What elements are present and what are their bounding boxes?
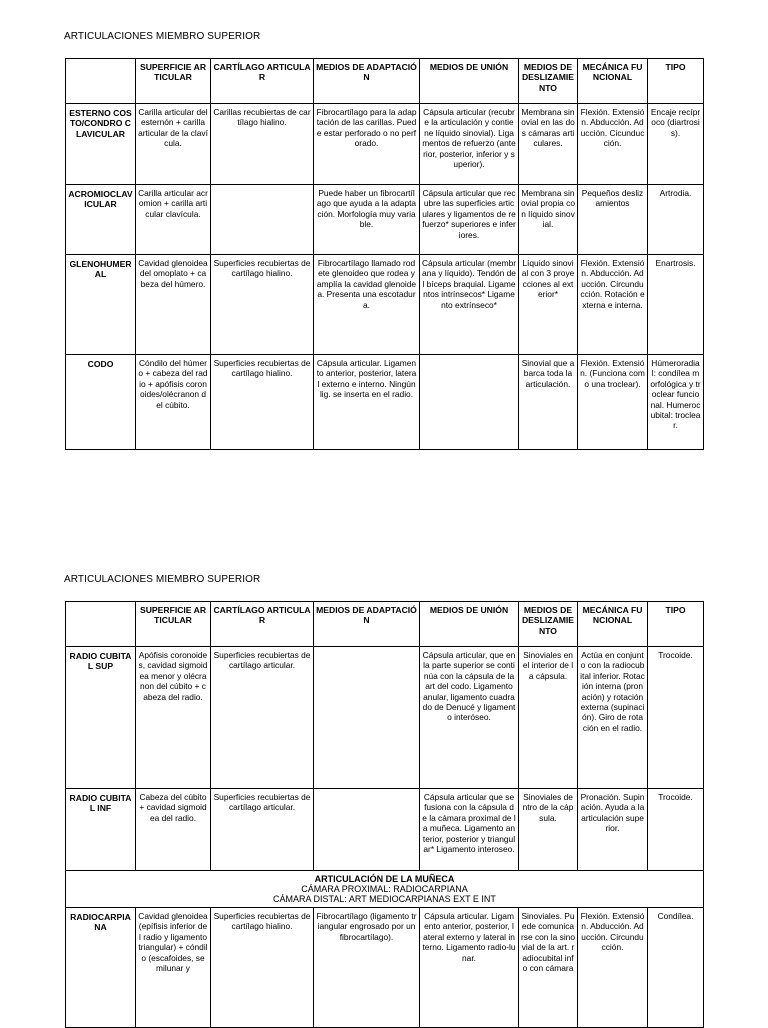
table-cell: Trocoide. <box>648 789 704 871</box>
table-cell: Sinoviales dentro de la cápsula. <box>519 789 578 871</box>
table-cell: Cabeza del cúbito + cavidad sigmoidea del radio. <box>136 789 211 871</box>
header-cell: MEDIOS DE DESLIZAMIENTO <box>519 602 578 647</box>
table-cell: Puede haber un fibrocartílago que ayuda a la adaptación. Morfología muy variable. <box>314 185 420 255</box>
table-cell: Superficies recubiertas de cartílago articular. <box>211 647 314 789</box>
table-cell: Cápsula articular (membrana y líquido). Tendón del bíceps braquial. Ligamentos intrínsecos* Ligamento extrínseco* <box>420 255 519 355</box>
table-cell: Sinoviales en el interior de la cápsula. <box>519 647 578 789</box>
table-cell <box>314 647 420 789</box>
table-row <box>66 908 704 1028</box>
table-cell: Flexión. Extensión. Abducción. Aducción. Circunducción. <box>578 908 648 1028</box>
table-row <box>66 789 704 871</box>
header-cell: MEDIOS DE UNIÓN <box>420 602 519 647</box>
table-cell: Superficies recubiertas de cartílago hialino. <box>211 908 314 1028</box>
table-row <box>66 355 704 450</box>
table-cell: Superficies recubiertas de cartílago hialino. <box>211 255 314 355</box>
header-cell: MEDIOS DE ADAPTACIÓN <box>314 59 420 104</box>
table-cell: Artrodia. <box>648 185 704 255</box>
table-cell: Flexión. Extensión. (Funciona como una troclear). <box>578 355 648 450</box>
joint-name: RADIO CUBITAL SUP <box>66 647 136 789</box>
table-cell: Fibrocartílago (ligamento triangular engrosado por un fibrocartílago). <box>314 908 420 1028</box>
table-cell: Actúa en conjunto con la radiocubital inferior. Rotación interna (pronación) y rotación externa (supinación). Giro de rotación en el radio. <box>578 647 648 789</box>
joint-name: RADIO CUBITAL INF <box>66 789 136 871</box>
table-cell: Encaje recíproco (diartrosis). <box>648 104 704 185</box>
banner-line: CÁMARA DISTAL: ART MEDIOCARPIANAS EXT E INT <box>273 894 496 904</box>
table-header-row <box>66 602 704 647</box>
joint-name: CODO <box>66 355 136 450</box>
table-cell: Trocoide. <box>648 647 704 789</box>
table-cell: Enartrosis. <box>648 255 704 355</box>
header-cell: SUPERFICIE ARTICULAR <box>136 602 211 647</box>
table-cell: Carilla articular del esternón + carilla articular de la clavícula. <box>136 104 211 185</box>
header-cell: CARTÍLAGO ARTICULAR <box>211 59 314 104</box>
table-row <box>66 647 704 789</box>
header-cell: MEDIOS DE UNIÓN <box>420 59 519 104</box>
table-cell: Membrana sinovial propia con líquido sinovial. <box>519 185 578 255</box>
table-cell: Fibrocartílago para la adaptación de las carillas. Puede estar perforado o no perforado. <box>314 104 420 185</box>
joint-name: RADIOCARPIANA <box>66 908 136 1028</box>
table-cell <box>314 789 420 871</box>
table-cell: Condílea. <box>648 908 704 1028</box>
table-cell: Cavidad glenoidea del omoplato + cabeza del húmero. <box>136 255 211 355</box>
header-cell: MECÁNICA FUNCIONAL <box>578 602 648 647</box>
header-cell: MECÁNICA FUNCIONAL <box>578 59 648 104</box>
table-cell: Cóndilo del húmero + cabeza del radio + apófisis coronoides/olécranon del cúbito. <box>136 355 211 450</box>
table-cell <box>420 355 519 450</box>
section-title: ARTICULACIONES MIEMBRO SUPERIOR <box>64 574 261 585</box>
table-cell: Húmeroradial: condílea morfológica y troclear funcional. Humerocubital: troclear. <box>648 355 704 450</box>
table-header-row <box>66 59 704 104</box>
joint-name: GLENOHUMERAL <box>66 255 136 355</box>
table-cell: Carilla articular acromion + carilla articular clavícula. <box>136 185 211 255</box>
table-cell: Cápsula articular. Ligamento anterior, posterior, lateral externo e interno. Ningún lig. se inserta en el radio. <box>314 355 420 450</box>
header-cell: SUPERFICIE ARTICULAR <box>136 59 211 104</box>
header-cell <box>66 59 136 104</box>
header-cell <box>66 602 136 647</box>
table-row <box>66 255 704 355</box>
wrist-banner-row <box>66 871 704 908</box>
table-cell: Flexión. Extensión. Abducción. Aducción. Circunducción. Rotación externa e interna. <box>578 255 648 355</box>
joint-name: ESTERNO COSTO/CONDRO CLAVICULAR <box>66 104 136 185</box>
table-cell: Carillas recubiertas de cartílago hialino. <box>211 104 314 185</box>
wrist-banner <box>66 871 704 908</box>
header-cell: TIPO <box>648 59 704 104</box>
table-cell: Líquido sinovial con 3 proyecciones al exterior* <box>519 255 578 355</box>
joints-table-2 <box>65 601 704 1028</box>
table-row <box>66 104 704 185</box>
joint-name: ACROMIOCLAVICULAR <box>66 185 136 255</box>
header-cell: CARTÍLAGO ARTICULAR <box>211 602 314 647</box>
table-cell: Superficies recubiertas de cartílago hialino. <box>211 355 314 450</box>
joints-table-1 <box>65 58 704 450</box>
header-cell: TIPO <box>648 602 704 647</box>
section-title: ARTICULACIONES MIEMBRO SUPERIOR <box>64 31 261 42</box>
table-cell: Superficies recubiertas de cartílago articular. <box>211 789 314 871</box>
table-cell: Cápsula articular. Ligamento anterior, posterior, lateral externo y lateral interno. Ligamento radio-lunar. <box>420 908 519 1028</box>
table-cell: Flexión. Extensión. Abducción. Aducción. Cicunducción. <box>578 104 648 185</box>
table-cell: Cápsula articular (recubre la articulación y contiene líquido sinovial). Ligamentos de refuerzo (anterior, posterior, inferior y superior). <box>420 104 519 185</box>
table-row <box>66 185 704 255</box>
table-cell: Sinovial que abarca toda la articulación. <box>519 355 578 450</box>
table-cell: Sinoviales. Puede comunicarse con la sinovial de la art. radiocubital inf o con cámara <box>519 908 578 1028</box>
table-cell: Cápsula articular que recubre las superficies articulares y ligamentos de refuerzo* superiores e inferiores. <box>420 185 519 255</box>
table-cell: Cavidad glenoidea (epífisis inferior del radio y ligamento triangular) + cóndilo (escafoides, semilunar y <box>136 908 211 1028</box>
table-cell: Pronación. Supinación. Ayuda a la articulación superior. <box>578 789 648 871</box>
table-cell: Cápsula articular, que en la parte superior se continúa con la cápsula de la art del codo. Ligamento anular, ligamento cuadrado de Denucé y ligamento interóseo. <box>420 647 519 789</box>
header-cell: MEDIOS DE DESLIZAMIENTO <box>519 59 578 104</box>
banner-line: CÁMARA PROXIMAL: RADIOCARPIANA <box>301 884 468 894</box>
header-cell: MEDIOS DE ADAPTACIÓN <box>314 602 420 647</box>
table-cell <box>211 185 314 255</box>
table-cell: Apófisis coronoides, cavidad sigmoidea menor y olécranon del cúbito + cabeza del radio. <box>136 647 211 789</box>
table-cell: Cápsula articular que se fusiona con la cápsula de la cámara proximal de la muñeca. Ligamento anterior, posterior y triangular* Ligamento interoseo. <box>420 789 519 871</box>
table-cell: Fibrocartílago llamado rodete glenoideo que rodea y amplía la cavidad glenoidea. Presenta una escotadura. <box>314 255 420 355</box>
table-cell: Membrana sinovial en las dos cámaras articulares. <box>519 104 578 185</box>
banner-title: ARTICULACIÓN DE LA MUÑECA <box>314 874 455 884</box>
table-cell: Pequeños deslizamientos <box>578 185 648 255</box>
